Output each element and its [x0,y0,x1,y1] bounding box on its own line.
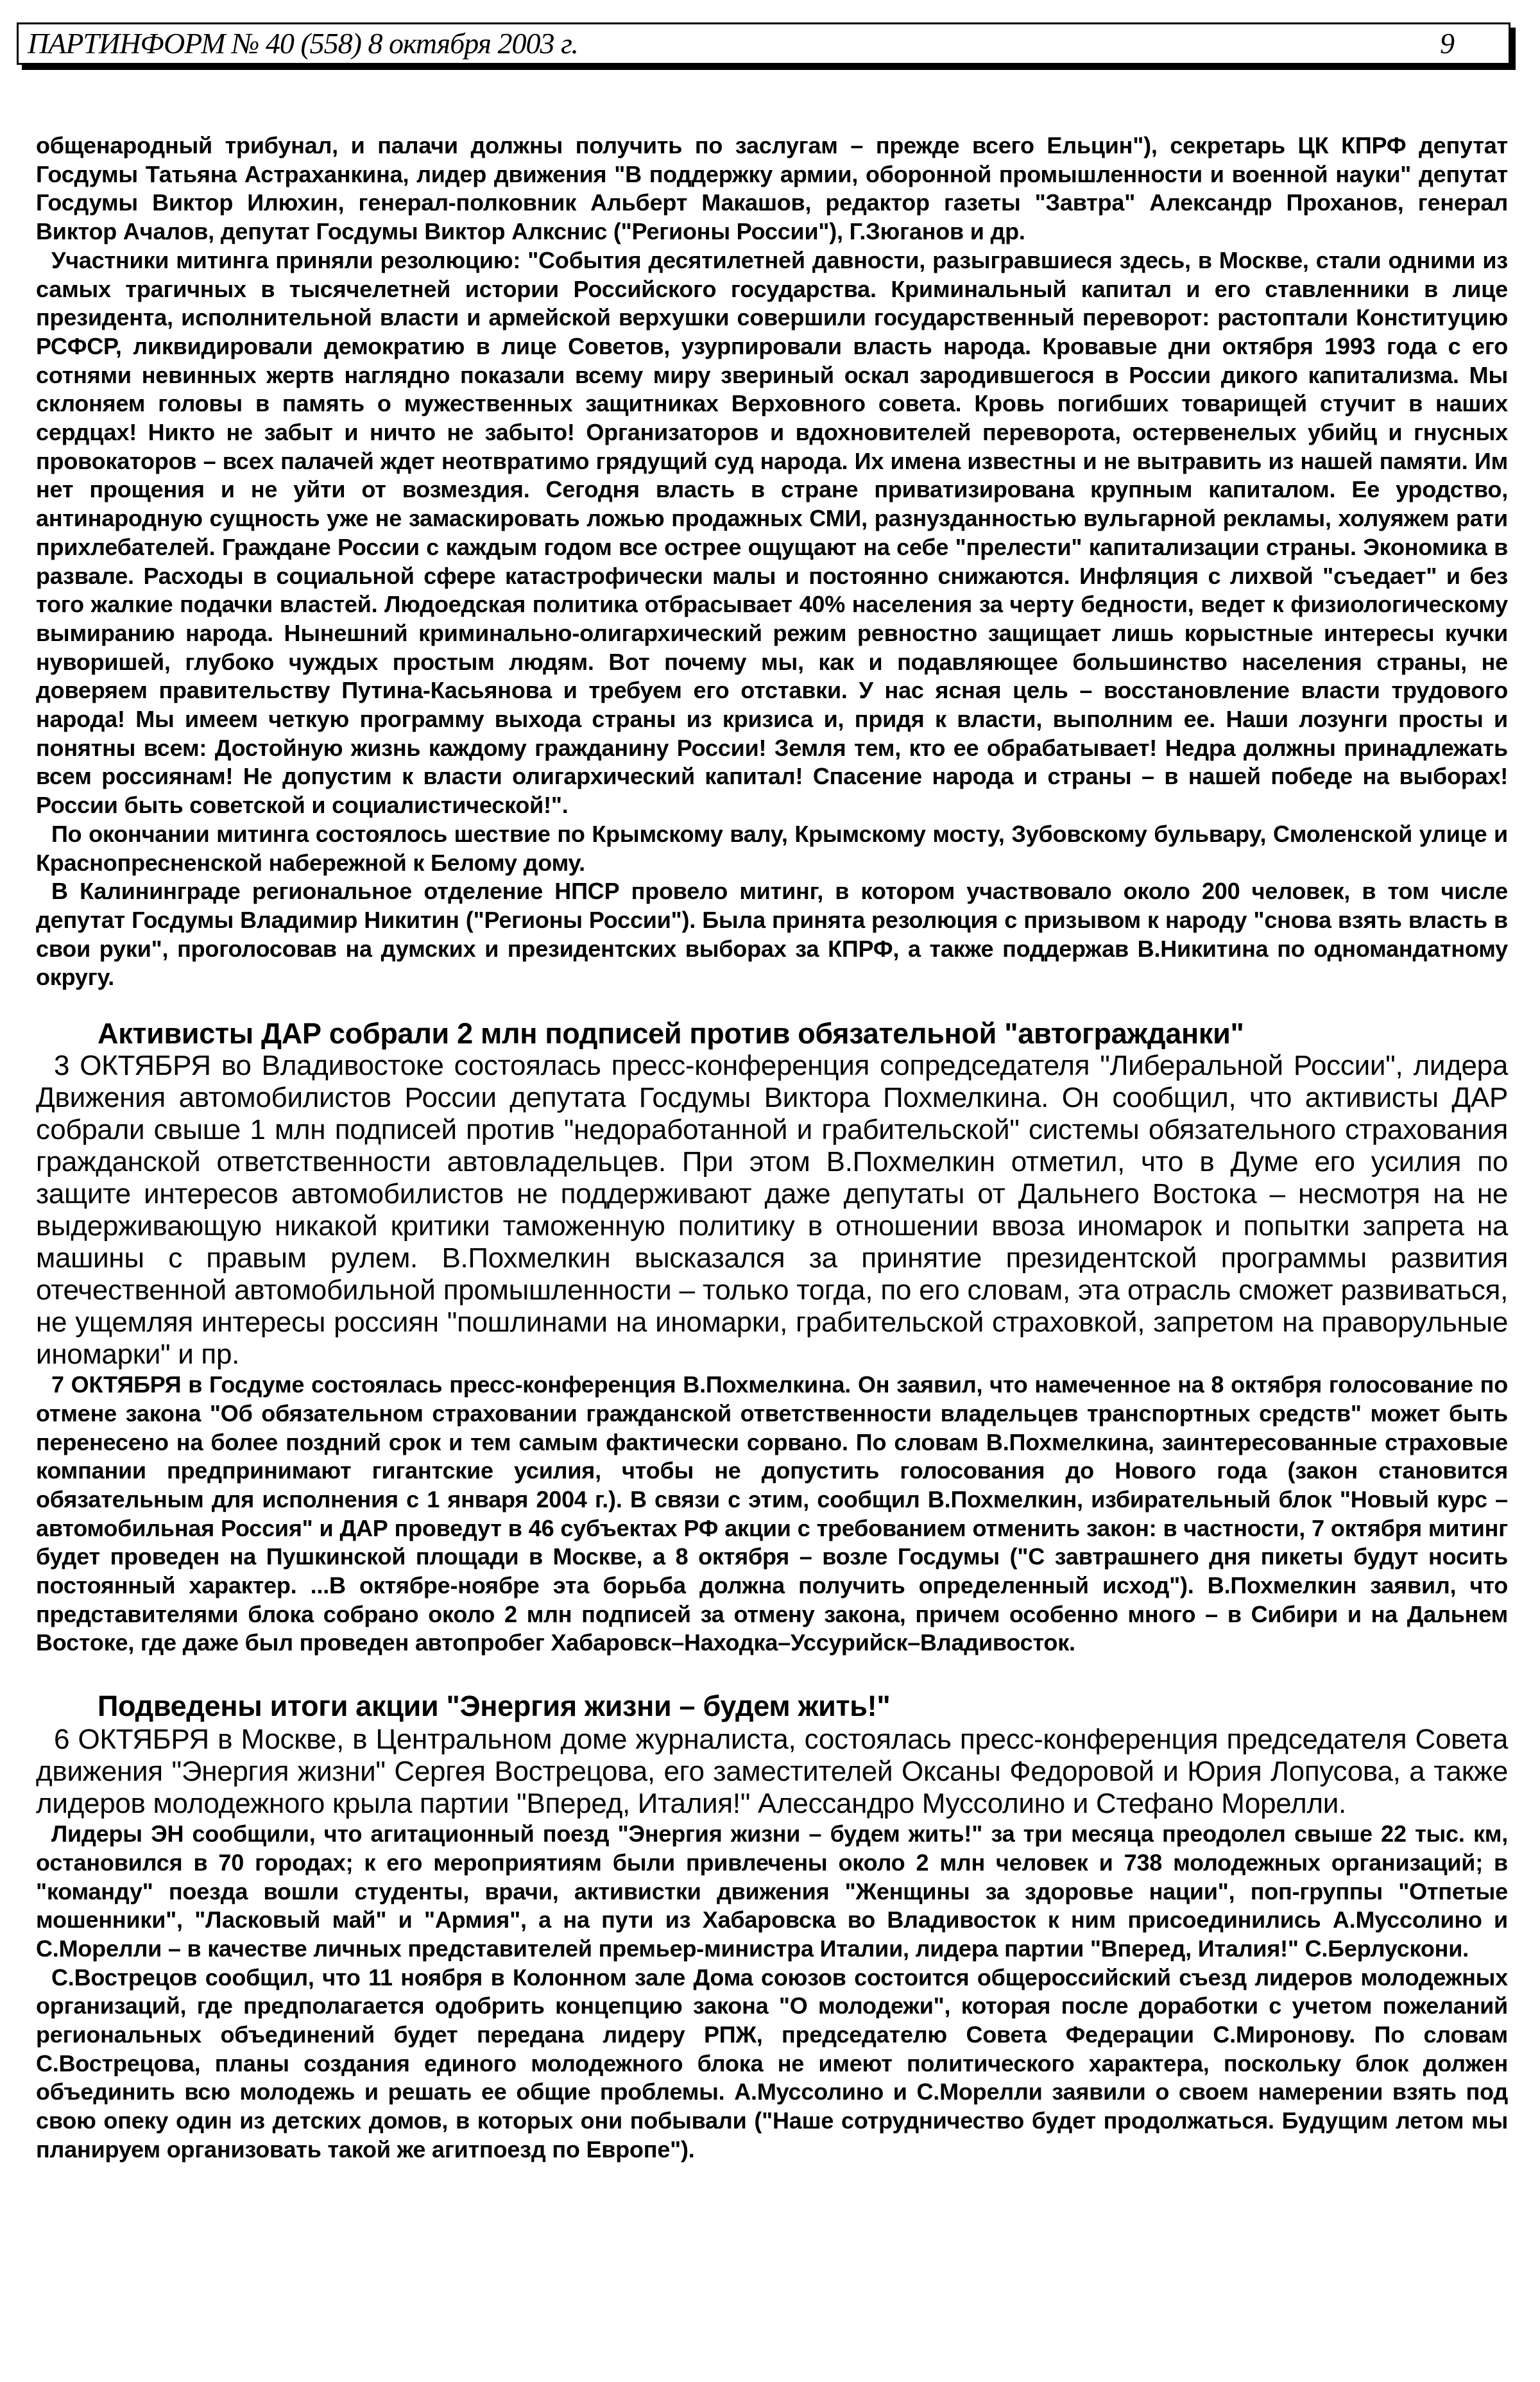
paragraph: общенародный трибунал, и палачи должны получить по заслугам – прежде всего Ельцин"), секретарь ЦК КПРФ депутат Госдумы Татьяна Астраханкина, лидер движения "В поддержку армии, оборонной промышленности и военной науки" депутат Госдумы Виктор Илюхин, генерал-полковник Альберт Макашов, редактор газеты "Завтра" Александр Проханов, генерал Виктор Ачалов, депутат Госдумы Виктор Алкснис ("Регионы России"), Г.Зюганов и др. [36,132,1508,245]
paragraph: 7 ОКТЯБРЯ в Госдуме состоялась пресс-конференция В.Похмелкина. Он заявил, что намеченное на 8 октября голосование по отмене закона "Об обязательном страховании гражданской ответственности владельцев транспортных средств" может быть перенесено на более поздний срок и тем самым фактически сорвано. По словам В.Похмелкина, заинтересованные страховые компании предпринимают гигантские усилия, чтобы не допустить голосования до Нового года (закон становится обязательным для исполнения с 1 января 2004 г.). В связи с этим, сообщил В.Похмелкин, избирательный блок "Новый курс – автомобильная Россия" и ДАР проведут в 46 субъектах РФ акции с требованием отменить закон: в частности, 7 октября митинг будет проведен на Пушкинской площади в Москве, а 8 октября – возле Госдумы ("С завтрашнего дня пикеты будут носить постоянный характер. ...В октябре-ноябре эта борьба должна получить определенный исход"). В.Похмелкин заявил, что представителями блока собрано около 2 млн подписей за отмену закона, причем особенно много – в Сибири и на Дальнем Востоке, где даже был проведен автопробег Хабаровск–Находка–Уссурийск–Владивосток. [36,1371,1508,1656]
paragraph: Лидеры ЭН сообщили, что агитационный поезд "Энергия жизни – будем жить!" за три месяца преодолел свыше 22 тыс. км, остановился в 70 городах; к его мероприятиям были привлечены около 2 млн человек и 738 молодежных организаций; в "команду" поезда вошли студенты, врачи, активистки движения "Женщины за здоровье нации", поп-группы "Отпетые мошенники", "Ласковый май" и "Армия", а на пути из Хабаровска во Владивосток к ним присоединились А.Муссолино и С.Морелли – в качестве личных представителей премьер-министра Италии, лидера партии "Вперед, Италия!" С.Берлускони. [36,1821,1508,1962]
lead-paragraph: 6 ОКТЯБРЯ в Москве, в Центральном доме журналиста, состоялась пресс-конференция председателя Совета движения "Энергия жизни" Сергея Вострецова, его заместителей Оксаны Федоровой и Юрия Лопусова, а также лидеров молодежного крыла партии "Вперед, Италия!" Алессандро Муссолино и Стефано Морелли. [36,1724,1508,1820]
article-body [36,132,1508,2164]
paragraph: Участники митинга приняли резолюцию: "События десятилетней давности, разыгравшиеся здесь, в Москве, стали одними из самых трагичных в тысячелетней истории Российского государства. Криминальный капитал и его ставленники в лице президента, исполнительной власти и армейской верхушки совершили государственный переворот: растоптали Конституцию РСФСР, ликвидировали демократию в лице Советов, узурпировали власть народа. Кровавые дни октября 1993 года с его сотнями невинных жертв наглядно показали всему миру звериный оскал зародившегося в России дикого капитализма. Мы склоняем головы в память о мужественных защитниках Верховного совета. Кровь погибших товарищей стучит в наших сердцах! Никто не забыт и ничто не забыто! Организаторов и вдохновителей переворота, остервенелых убийц и гнусных провокаторов – всех палачей ждет неотвратимо грядущий суд народа. Их имена известны и не вытравить из нашей памяти. Им нет прощения и не уйти от возмездия. Сегодня власть в стране приватизирована крупным капиталом. Ее уродство, антинародную сущность уже не замаскировать ложью продажных СМИ, разнузданностью вульгарной рекламы, холуяжем рати прихлебателей. Граждане России с каждым годом все острее ощущают на себе "прелести" капитализации страны. Экономика в развале. Расходы в социальной сфере катастрофически малы и постоянно снижаются. Инфляция с лихвой "съедает" и без того жалкие подачки властей. Людоедская политика отбрасывает 40% населения за черту бедности, ведет к физиологическому вымиранию народа. Нынешний криминально-олигархический режим ревностно защищает лишь корыстные интересы кучки нуворишей, глубоко чуждых простым людям. Вот почему мы, как и подавляющее большинство населения страны, не доверяем правительству Путина-Касьянова и требуем его отставки. У нас ясная цель – восстановление власти трудового народа! Мы имеем четкую программу выхода страны из кризиса и, придя к власти, выполним ее. Наши лозунги просты и понятны всем: Достойную жизнь каждому гражданину России! Земля тем, кто ее обрабатывает! Недра должны принадлежать всем россиянам! Не допустим к власти олигархический капитал! Спасение народа и страны – в нашей победе на выборах! России быть советской и социалистической!". [36,246,1508,819]
lead-paragraph: 3 ОКТЯБРЯ во Владивостоке состоялась пресс-конференция сопредседателя "Либеральной России", лидера Движения автомобилистов России депутата Госдумы Виктора Похмелкина. Он сообщил, что активисты ДАР собрали свыше 1 млн подписей против "недоработанной и грабительской" системы обязательного страхования гражданской ответственности автовладельцев. При этом В.Похмелкин отметил, что в Думе его усилия по защите интересов автомобилистов не поддерживают даже депутаты от Дальнего Востока – несмотря на не выдерживающую никакой критики таможенную политику в отношении ввоза иномарок и попытки запрета на машины с правым рулем. В.Похмелкин высказался за принятие президентской программы развития отечественной автомобильной промышленности – только тогда, по его словам, эта отрасль сможет развиваться, не ущемляя интересы россиян "пошлинами на иномарки, грабительской страховкой, запретом на праворульные иномарки" и пр. [36,1050,1508,1371]
article-heading: Подведены итоги акции "Энергия жизни – будем жить!" [98,1690,891,1723]
page-number: 9 [1440,27,1455,60]
paragraph: С.Вострецов сообщил, что 11 ноября в Колонном зале Дома союзов состоится общероссийский съезд лидеров молодежных организаций, где предполагается одобрить концепцию закона "О молодежи", которая после доработки с учетом пожеланий региональных объединений будет передана лидеру РПЖ, председателю Совета Федерации С.Миронову. По словам С.Вострецова, планы создания единого молодежного блока не имеют политического характера, поскольку блок должен объединить всю молодежь и решать ее общие проблемы. А.Муссолино и С.Морелли заявили о своем намерении взять под свою опеку один из детских домов, в которых они побывали ("Наше сотрудничество будет продолжаться. Будущим летом мы планируем организовать такой же агитпоезд по Европе"). [36,1964,1508,2163]
paragraph: По окончании митинга состоялось шествие по Крымскому валу, Крымскому мосту, Зубовскому бульвару, Смоленской улице и Краснопресненской набережной к Белому дому. [36,820,1508,876]
page-header [17,22,1510,65]
paragraph: В Калининграде региональное отделение НПСР провело митинг, в котором участвовало около 200 человек, в том числе депутат Госдумы Владимир Никитин ("Регионы России"). Была принята резолюция с призывом к народу "снова взять власть в свои руки", проголосовав на думских и президентских выборах за КПРФ, а также поддержав В.Никитина по одномандатному округу. [36,878,1508,991]
article-heading: Активисты ДАР собрали 2 млн подписей против обязательной "автогражданки" [98,1017,1244,1050]
publication-title: ПАРТИНФОРМ № 40 (558) 8 октября 2003 г. [28,27,578,60]
